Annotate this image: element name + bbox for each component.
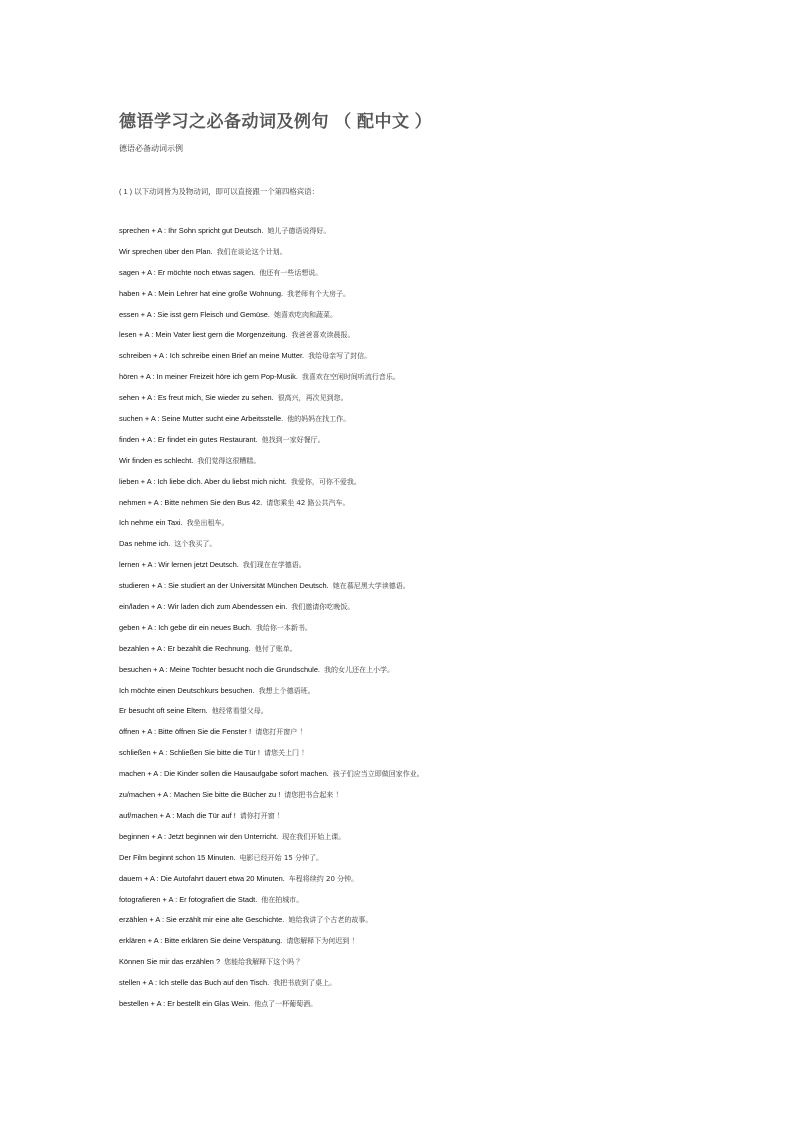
chinese-translation: 我老师有个大房子。 xyxy=(287,289,351,298)
chinese-translation: 我们觉得这很糟糕。 xyxy=(197,456,261,465)
chinese-translation: 很高兴，再次见到您。 xyxy=(277,394,348,403)
example-line xyxy=(119,310,424,331)
example-line xyxy=(119,811,424,832)
german-sentence: dauern + A : Die Autofahrt dauert etwa 20 Minuten. xyxy=(119,873,285,883)
german-sentence: suchen + A : Seine Mutter sucht eine Arbeitsstelle. xyxy=(119,414,284,424)
german-sentence: bestellen + A : Er bestellt ein Glas Wein. xyxy=(119,998,251,1008)
example-line xyxy=(119,915,424,936)
chinese-translation: 她儿子德语说得好。 xyxy=(267,227,331,235)
german-sentence: geben + A : Ich gebe dir ein neues Buch. xyxy=(119,622,252,632)
example-line xyxy=(119,644,424,665)
german-sentence: essen + A : Sie isst gern Fleisch und Gemüse. xyxy=(119,309,270,319)
example-line xyxy=(119,247,424,268)
german-sentence: öffnen + A : Bitte öffnen Sie die Fenster ! xyxy=(119,727,252,737)
chinese-translation: 现在我们开始上课。 xyxy=(282,832,346,841)
chinese-translation: 我的女儿还在上小学。 xyxy=(323,665,394,674)
german-sentence: Der Film beginnt schon 15 Minuten. xyxy=(119,852,236,862)
example-line xyxy=(119,456,424,477)
german-sentence: stellen + A : Ich stelle das Buch auf den Tisch. xyxy=(119,978,270,988)
chinese-translation: 她喜欢吃肉和蔬菜。 xyxy=(273,310,337,319)
german-sentence: bezahlen + A : Er bezahlt die Rechnung. xyxy=(119,643,251,653)
german-sentence: Ich nehme ein Taxi. xyxy=(119,518,183,528)
german-sentence: sprechen + A : Ihr Sohn spricht gut Deutsch. xyxy=(119,226,264,235)
german-sentence: finden + A : Er findet ein gutes Restaurant. xyxy=(119,434,258,444)
german-sentence: erzählen + A : Sie erzählt mir eine alte Geschichte. xyxy=(119,915,285,925)
german-sentence: schreiben + A : Ich schreibe einen Brief an meine Mutter. xyxy=(119,351,305,361)
chinese-translation: 您能给我解释下这个吗 ？ xyxy=(224,958,304,967)
example-line xyxy=(119,978,424,999)
chinese-translation: 请您关上门 ！ xyxy=(263,749,309,758)
chinese-translation: 我给母亲写了封信。 xyxy=(308,352,372,361)
example-line xyxy=(119,330,424,351)
chinese-translation: 我爸爸喜欢读晨报。 xyxy=(291,331,355,340)
example-line xyxy=(119,853,424,874)
chinese-translation: 车程将续约 20 分钟。 xyxy=(288,874,359,883)
example-line xyxy=(119,874,424,895)
example-line xyxy=(119,769,424,790)
example-line xyxy=(119,790,424,811)
page-subtitle: 德语必备动词示例 xyxy=(119,144,183,153)
german-sentence: haben + A : Mein Lehrer hat eine große Wohnung. xyxy=(119,288,284,298)
example-line xyxy=(119,560,424,581)
example-line xyxy=(119,706,424,727)
chinese-translation: 我爱你，可你不爱我。 xyxy=(290,477,361,486)
example-line xyxy=(119,895,424,916)
page-title: 德语学习之必备动词及例句 （ 配中文 ） xyxy=(119,112,433,131)
german-sentence: Das nehme ich. xyxy=(119,539,171,549)
chinese-translation: 我坐出租车。 xyxy=(186,519,229,528)
example-line xyxy=(119,393,424,414)
example-line xyxy=(119,727,424,748)
german-sentence: lieben + A : Ich liebe dich. Aber du liebst mich nicht. xyxy=(119,476,287,486)
chinese-translation: 他还有一些话想说。 xyxy=(259,268,323,277)
example-line xyxy=(119,435,424,456)
german-sentence: hören + A : In meiner Freizeit höre ich gern Pop-Musik. xyxy=(119,372,298,382)
example-line xyxy=(119,477,424,498)
chinese-translation: 他在拍城市。 xyxy=(261,895,304,904)
example-line xyxy=(119,539,424,560)
chinese-translation: 请您打开窗户 ！ xyxy=(255,728,307,737)
chinese-translation: 电影已经开始 15 分钟了。 xyxy=(239,853,324,862)
chinese-translation: 她给我讲了个古老的故事。 xyxy=(288,916,373,925)
chinese-translation: 我给你一本新书。 xyxy=(255,623,312,632)
german-sentence: sagen + A : Er möchte noch etwas sagen. xyxy=(119,267,256,277)
example-line xyxy=(119,581,424,602)
german-sentence: schließen + A : Schließen Sie bitte die Tür ! xyxy=(119,748,260,758)
chinese-translation: 他找到一家好餐厅。 xyxy=(261,435,325,444)
chinese-translation: 请你打开窗 ！ xyxy=(239,811,284,820)
german-sentence: zu/machen + A : Machen Sie bitte die Bücher zu ! xyxy=(119,790,281,800)
german-sentence: auf/machen + A : Mach die Tür auf ! xyxy=(119,810,236,820)
german-sentence: Können Sie mir das erzählen ? xyxy=(119,957,221,967)
example-line xyxy=(119,748,424,769)
chinese-translation: 孩子们应当立即做回家作业。 xyxy=(332,770,424,779)
example-line xyxy=(119,351,424,372)
chinese-translation: 我们现在在学德语。 xyxy=(242,561,306,570)
example-line xyxy=(119,268,424,289)
chinese-translation: 他的妈妈在找工作。 xyxy=(287,415,351,424)
example-line xyxy=(119,226,424,247)
chinese-translation: 请您把书合起来 ！ xyxy=(284,791,343,800)
example-line xyxy=(119,289,424,310)
chinese-translation: 她在慕尼黑大学读德语。 xyxy=(332,582,410,591)
german-sentence: ein/laden + A : Wir laden dich zum Abendessen ein. xyxy=(119,602,288,612)
example-line xyxy=(119,936,424,957)
example-line xyxy=(119,686,424,707)
example-line xyxy=(119,518,424,539)
chinese-translation: 他点了一杯葡萄酒。 xyxy=(254,999,318,1008)
example-line xyxy=(119,372,424,393)
example-list xyxy=(119,226,424,1020)
chinese-translation: 请您乘坐 42 路公共汽车。 xyxy=(266,498,350,507)
german-sentence: lesen + A : Mein Vater liest gern die Morgenzeitung. xyxy=(119,330,288,340)
german-sentence: Wir finden es schlecht. xyxy=(119,455,194,465)
german-sentence: fotografieren + A : Er fotografiert die Stadt. xyxy=(119,894,258,904)
chinese-translation: 我把书放到了桌上。 xyxy=(273,979,337,988)
example-line xyxy=(119,957,424,978)
chinese-translation: 请您解释下为何迟到 ！ xyxy=(286,937,359,946)
german-sentence: sehen + A : Es freut mich, Sie wieder zu sehen. xyxy=(119,393,274,403)
german-sentence: Ich möchte einen Deutschkurs besuchen. xyxy=(119,685,255,695)
example-line xyxy=(119,832,424,853)
chinese-translation: 这个我买了。 xyxy=(174,540,217,549)
example-line xyxy=(119,623,424,644)
german-sentence: nehmen + A : Bitte nehmen Sie den Bus 42. xyxy=(119,497,263,507)
german-sentence: besuchen + A : Meine Tochter besucht noch die Grundschule. xyxy=(119,664,320,674)
chinese-translation: 我喜欢在空闲时间听流行音乐。 xyxy=(301,373,400,382)
german-sentence: lernen + A : Wir lernen jetzt Deutsch. xyxy=(119,560,239,570)
german-sentence: Er besucht oft seine Eltern. xyxy=(119,706,208,716)
german-sentence: machen + A : Die Kinder sollen die Hausaufgabe sofort machen. xyxy=(119,769,329,779)
chinese-translation: 我们邀请你吃晚饭。 xyxy=(291,603,355,612)
example-line xyxy=(119,665,424,686)
german-sentence: studieren + A : Sie studiert an der Universität München Deutsch. xyxy=(119,581,329,591)
example-line xyxy=(119,999,424,1020)
chinese-translation: 我想上个德语班。 xyxy=(258,686,315,695)
chinese-translation: 我们在谈论这个计划。 xyxy=(216,247,287,256)
german-sentence: beginnen + A : Jetzt beginnen wir den Unterricht. xyxy=(119,831,279,841)
example-line xyxy=(119,414,424,435)
intro-text: ( 1 ) 以下动词皆为及物动词，即可以直接跟一个第四格宾语： xyxy=(119,187,319,196)
german-sentence: erklären + A : Bitte erklären Sie deine Verspätung. xyxy=(119,936,283,946)
example-line xyxy=(119,602,424,623)
chinese-translation: 他经常看望父母。 xyxy=(211,707,268,716)
example-line xyxy=(119,498,424,519)
german-sentence: Wir sprechen über den Plan. xyxy=(119,246,213,256)
chinese-translation: 他付了账单。 xyxy=(254,644,297,653)
